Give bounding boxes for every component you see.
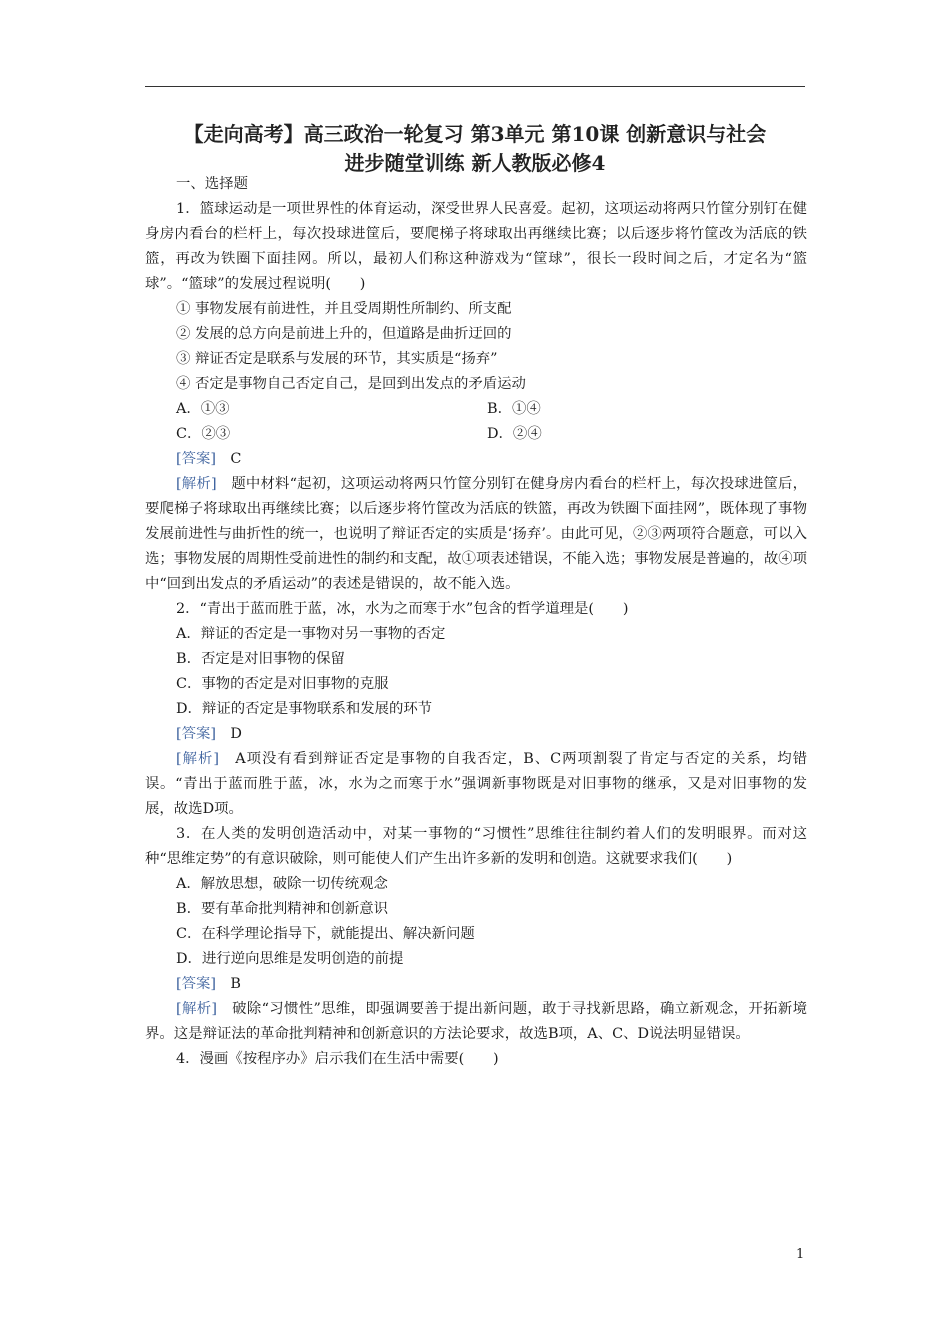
question-3-option-b: B．要有革命批判精神和创新意识: [176, 901, 389, 917]
question-1-item-1: ① 事物发展有前进性，并且受周期性所制约、所支配: [176, 301, 512, 317]
question-1-item-4: ④ 否定是事物自己否定自己，是回到出发点的矛盾运动: [176, 376, 526, 392]
answer-tag: [答案]: [176, 451, 217, 467]
question-2-option-c: C．事物的否定是对旧事物的克服: [176, 676, 389, 692]
answer-tag: [答案]: [176, 976, 217, 992]
analysis-tag: [解析]: [176, 476, 217, 492]
answer-value: B: [216, 976, 241, 992]
analysis-tag: [解析]: [176, 751, 219, 767]
question-1-item-3: ③ 辩证否定是联系与发展的环节，其实质是“扬弃”: [176, 351, 498, 367]
question-3-option-a: A．解放思想，破除一切传统观念: [176, 876, 388, 892]
answer-value: C: [216, 451, 242, 467]
question-3-stem: 3．在人类的发明创造活动中，对某一事物的“习惯性”思维往往制约着人们的发明眼界。而对这种“思维定势”的有意识破除，则可能使人们产生出许多新的发明和创造。这就要求我们( ): [145, 826, 807, 867]
question-2-option-b: B．否定是对旧事物的保留: [176, 651, 345, 667]
page-number: 1: [796, 1247, 805, 1262]
question-2-option-d: D．辩证的否定是事物联系和发展的环节: [176, 701, 433, 717]
document-title: [145, 120, 805, 178]
analysis-tag: [解析]: [176, 1001, 218, 1017]
question-1-answer: [145, 447, 807, 472]
question-1-option-d: D．②④: [487, 426, 542, 442]
header-rule: [145, 86, 805, 87]
question-1-option-c: C．②③: [176, 426, 231, 442]
question-3-analysis: [145, 997, 807, 1047]
title-line-2: 进步随堂训练 新人教版必修4: [344, 151, 606, 175]
question-2-analysis: [145, 747, 807, 822]
question-2-option-a: A．辩证的否定是一事物对另一事物的否定: [176, 626, 446, 642]
question-1-option-a: A．①③: [176, 401, 230, 417]
question-1-item-2: ② 发展的总方向是前进上升的，但道路是曲折迂回的: [176, 326, 512, 342]
analysis-text: 破除“习惯性”思维，即强调要善于提出新问题，敢于寻找新思路，确立新观念，开拓新境界。这是辩证法的革命批判精神和创新意识的方法论要求，故选B项，A、C、D说法明显错误。: [145, 1001, 808, 1042]
question-3-option-c: C．在科学理论指导下，就能提出、解决新问题: [176, 926, 475, 942]
answer-tag: [答案]: [176, 726, 217, 742]
question-1-option-b: B．①④: [487, 401, 541, 417]
answer-value: D: [216, 726, 242, 742]
question-3-answer: [145, 972, 807, 997]
question-1-options-row-1: [145, 397, 807, 422]
document-body: [145, 172, 807, 1072]
question-2-stem: 2．“青出于蓝而胜于蓝，冰，水为之而寒于水”包含的哲学道理是( ): [176, 601, 629, 617]
question-1-options-row-2: [145, 422, 807, 447]
title-line-1: 【走向高考】高三政治一轮复习 第3单元 第10课 创新意识与社会: [183, 122, 767, 146]
question-2-answer: [145, 722, 807, 747]
question-4-stem: 4．漫画《按程序办》启示我们在生活中需要( ): [176, 1051, 499, 1067]
analysis-text: 题中材料“起初，这项运动将两只竹筐分别钉在健身房内看台的栏杆上，每次投球进筐后，要爬梯子将球取出再继续比赛；以后逐步将竹筐改为活底的铁篮，再改为铁圈下面挂网”，既体现了事物发展前进性与曲折性的统一，也说明了辩证否定的实质是‘扬弃’。由此可见，②③两项符合题意，可以入选；事物发展的周期性受前进性的制约和支配，故①项表述错误，不能入选；事物发展是普遍的，故④项中“回到出发点的矛盾运动”的表述是错误的，故不能入选。: [145, 476, 807, 592]
analysis-text: A项没有看到辩证否定是事物的自我否定，B、C两项割裂了肯定与否定的关系，均错误。“青出于蓝而胜于蓝，冰，水为之而寒于水”强调新事物既是对旧事物的继承，又是对旧事物的发展，故选D项。: [145, 751, 807, 817]
section-heading: 一、选择题: [176, 176, 248, 192]
question-1-analysis: [145, 472, 807, 597]
question-1-stem: 1．篮球运动是一项世界性的体育运动，深受世界人民喜爱。起初，这项运动将两只竹筐分别钉在健身房内看台的栏杆上，每次投球进筐后，要爬梯子将球取出再继续比赛；以后逐步将竹筐改为活底的铁篮，再改为铁圈下面挂网。所以，最初人们称这种游戏为“筐球”，很长一段时间之后，才定名为“篮球”。“篮球”的发展过程说明( ): [145, 201, 807, 292]
question-3-option-d: D．进行逆向思维是发明创造的前提: [176, 951, 404, 967]
